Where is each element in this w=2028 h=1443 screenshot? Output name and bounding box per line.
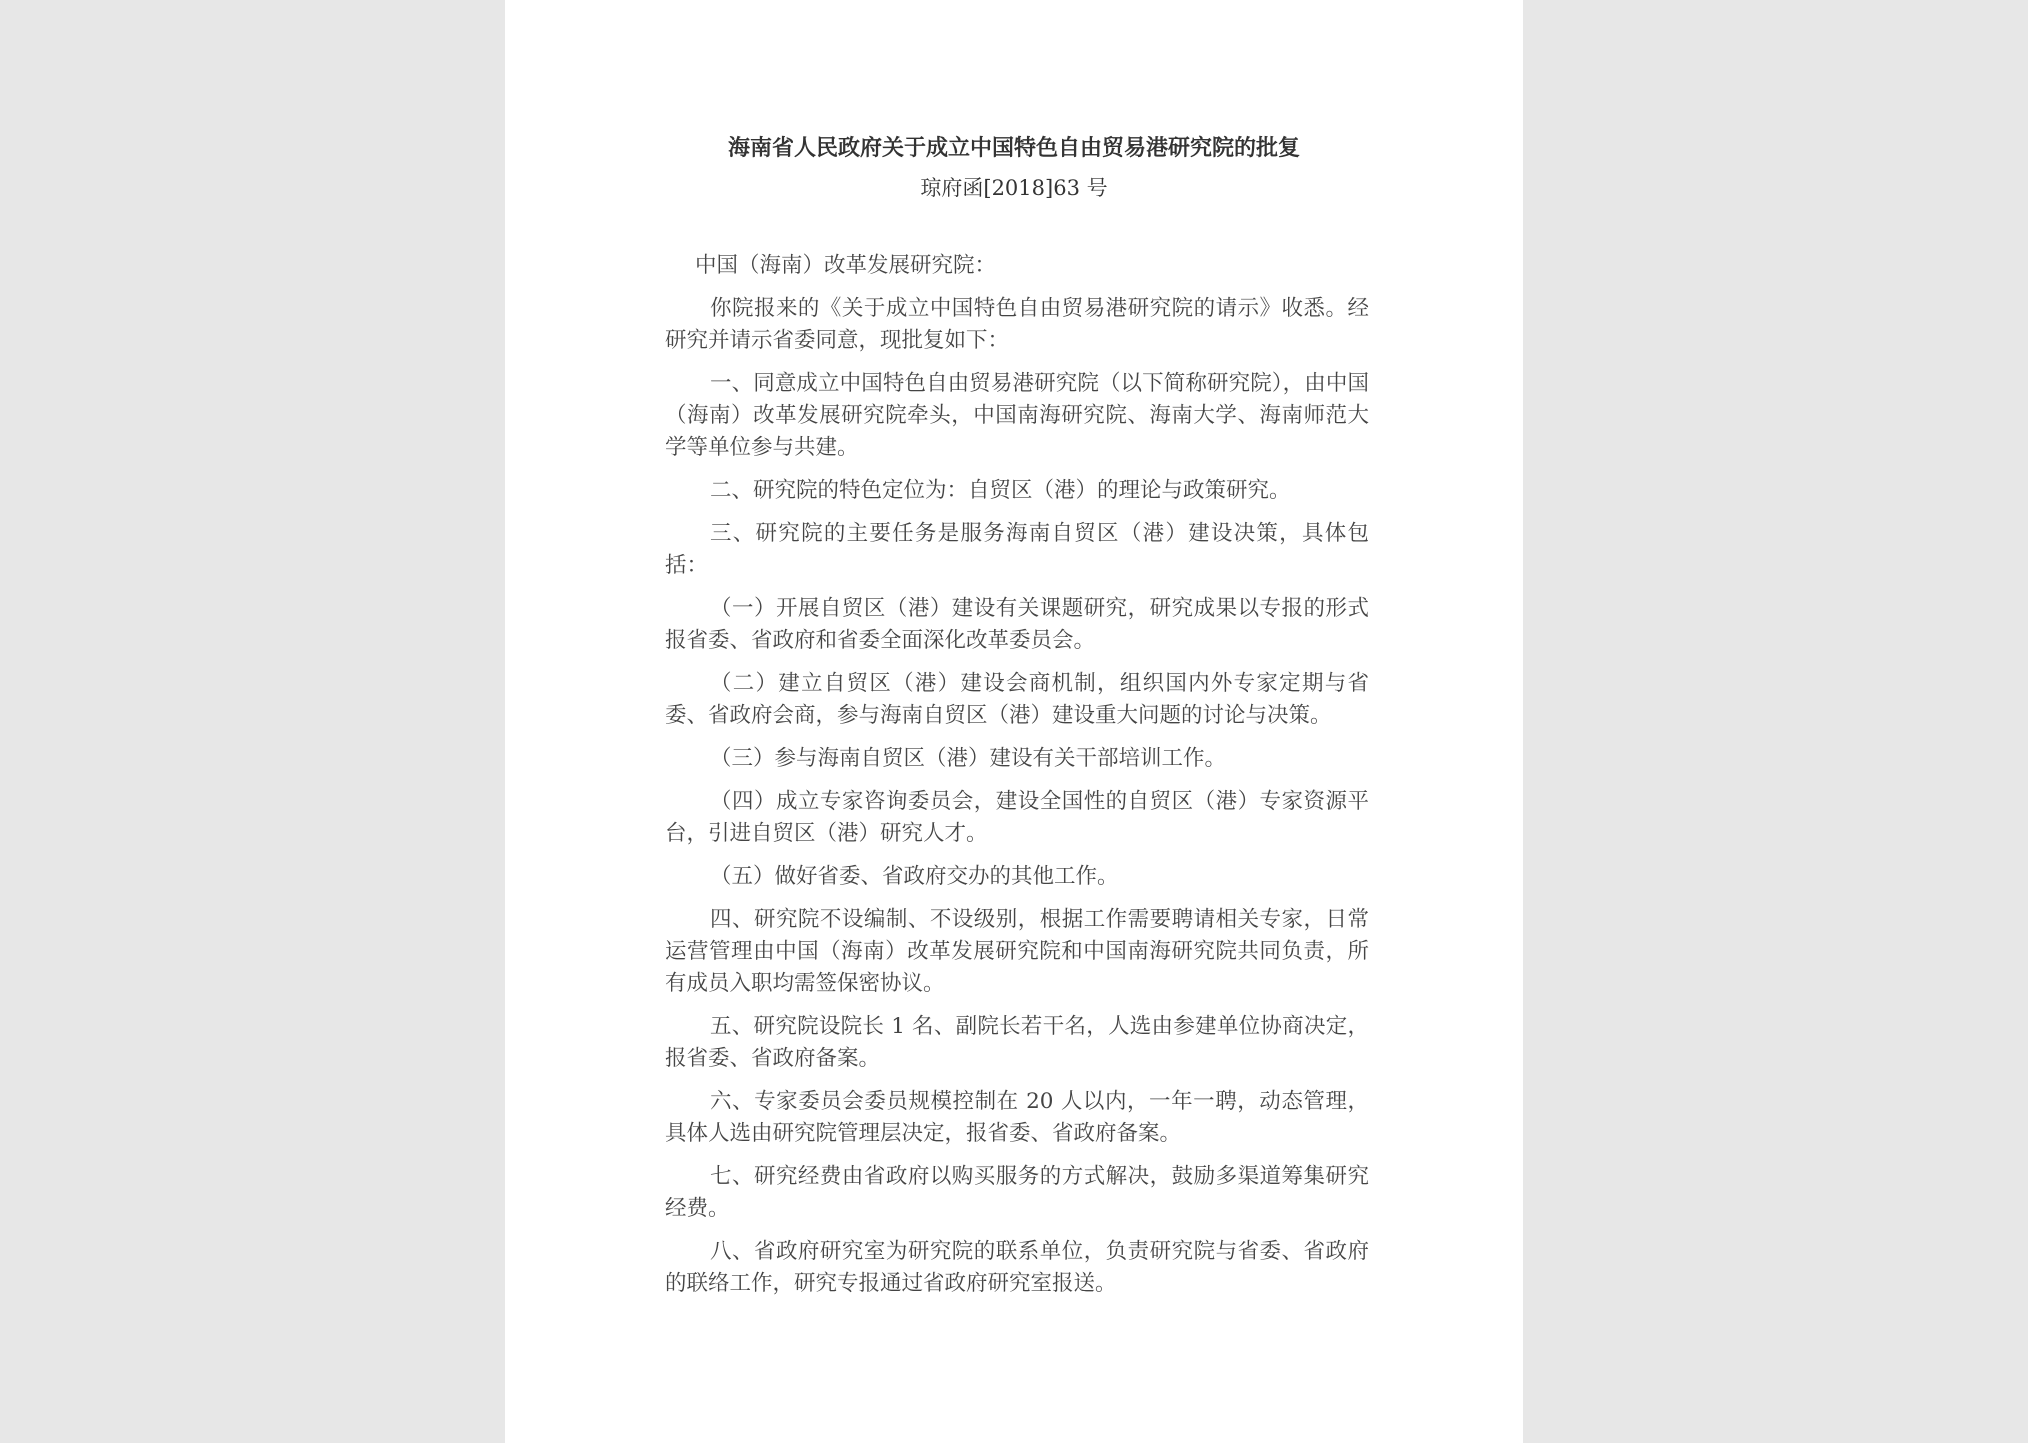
document-page [505,0,1523,1443]
document-number: 琼府函[2018]63 号 [920,176,1108,200]
paragraph: 四、研究院不设编制、不设级别，根据工作需要聘请相关专家，日常运营管理由中国（海南）改革发展研究院和中国南海研究院共同负责，所有成员入职均需签保密协议。 [665,907,1369,996]
paragraph: 六、专家委员会委员规模控制在 20 人以内，一年一聘，动态管理，具体人选由研究院管理层决定，报省委、省政府备案。 [665,1089,1369,1146]
paragraph: 三、研究院的主要任务是服务海南自贸区（港）建设决策，具体包括： [665,521,1369,578]
paragraph: （一）开展自贸区（港）建设有关课题研究，研究成果以专报的形式报省委、省政府和省委全面深化改革委员会。 [665,596,1369,653]
paragraph: 五、研究院设院长 1 名、副院长若干名，人选由参建单位协商决定，报省委、省政府备案。 [665,1014,1369,1071]
paragraph: （五）做好省委、省政府交办的其他工作。 [710,864,1119,889]
salutation: 中国（海南）改革发展研究院： [695,253,997,278]
paragraph: （三）参与海南自贸区（港）建设有关干部培训工作。 [710,746,1227,771]
document-title: 海南省人民政府关于成立中国特色自由贸易港研究院的批复 [727,135,1300,161]
paragraph: （二）建立自贸区（港）建设会商机制，组织国内外专家定期与省委、省政府会商，参与海南自贸区（港）建设重大问题的讨论与决策。 [665,671,1369,728]
paragraph: 一、同意成立中国特色自由贸易港研究院（以下简称研究院），由中国（海南）改革发展研究院牵头，中国南海研究院、海南大学、海南师范大学等单位参与共建。 [665,371,1369,460]
paragraph: 你院报来的《关于成立中国特色自由贸易港研究院的请示》收悉。经研究并请示省委同意，现批复如下： [665,296,1369,353]
document-body [665,250,1369,1311]
paragraph: （四）成立专家咨询委员会，建设全国性的自贸区（港）专家资源平台，引进自贸区（港）研究人才。 [665,789,1369,846]
paragraph: 七、研究经费由省政府以购买服务的方式解决，鼓励多渠道筹集研究经费。 [665,1164,1369,1221]
paragraph: 八、省政府研究室为研究院的联系单位，负责研究院与省委、省政府的联络工作，研究专报通过省政府研究室报送。 [665,1239,1369,1296]
paragraph: 二、研究院的特色定位为：自贸区（港）的理论与政策研究。 [710,478,1291,503]
